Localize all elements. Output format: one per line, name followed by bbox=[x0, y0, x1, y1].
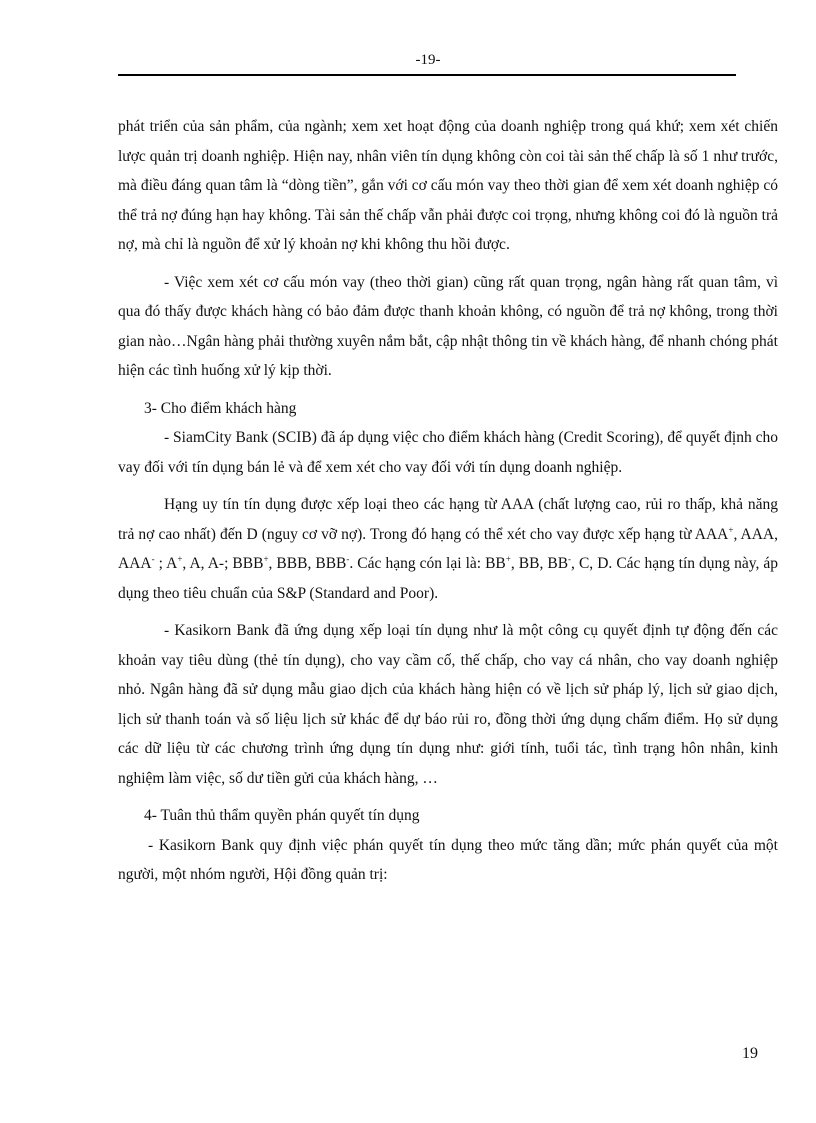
footer-page-number: 19 bbox=[742, 1045, 758, 1062]
superscript-minus: - bbox=[346, 554, 350, 564]
section-heading-credit-scoring: 3- Cho điểm khách hàng bbox=[144, 399, 297, 417]
superscript-minus: - bbox=[568, 554, 572, 564]
rating-text-6: . Các hạng cón lại là: BB bbox=[349, 555, 506, 572]
rating-text-3: ; A bbox=[154, 555, 178, 572]
superscript-plus: + bbox=[177, 554, 183, 564]
document-body bbox=[118, 112, 778, 890]
paragraph-kasikorn-authority: - Kasikorn Bank quy định việc phán quyết tín dụng theo mức tăng dần; mức phán quyết của một người, một nhóm người, Hội đồng quản trị: bbox=[118, 836, 778, 883]
section-heading-credit-authority: 4- Tuân thủ thẩm quyền phán quyết tín dụng bbox=[144, 807, 420, 824]
paragraph-kasikorn-scoring: - Kasikorn Bank đã ứng dụng xếp loại tín dụng như là một công cụ quyết định tự động đến các khoản vay tiêu dùng (thẻ tín dụng), cho vay cầm cố, thế chấp, cho vay cá nhân, cho vay doanh nghiệp nhỏ. Ngân hàng đã sử dụng mẫu giao dịch của khách hàng hiện có về lịch sử pháp lý, lịch sử giao dịch, lịch sử thanh toán và số liệu lịch sử khác để dự báo rủi ro, đồng thời ứng dụng chấm điểm. Họ sử dụng các dữ liệu từ các chương trình ứng dụng tín dụng như: giới tính, tuổi tác, tình trạng hôn nhân, kinh nghiệm làm việc, số dư tiền gửi của khách hàng, … bbox=[118, 622, 778, 787]
superscript-plus: + bbox=[728, 524, 734, 535]
superscript-plus: + bbox=[505, 554, 511, 564]
header-page-label: -19- bbox=[415, 52, 441, 68]
superscript-plus: + bbox=[263, 554, 269, 564]
paragraph-scib-scoring: - SiamCity Bank (SCIB) đã áp dụng việc cho điểm khách hàng (Credit Scoring), để quyết định cho vay đối với tín dụng bán lẻ và để xem xét cho vay đối với tín dụng doanh nghiệp. bbox=[118, 429, 778, 476]
rating-text-7: , BB, BB bbox=[510, 555, 569, 572]
rating-text-5: , BBB, BBB bbox=[268, 555, 347, 572]
rating-text-2: , AAA, AAA bbox=[118, 525, 778, 572]
superscript-minus: - bbox=[151, 554, 155, 564]
paragraph-credit-ratings bbox=[118, 490, 778, 608]
paragraph-cash-flow: phát triển của sản phẩm, của ngành; xem xet hoạt động của doanh nghiệp trong quá khứ; xem xét chiến lược quản trị doanh nghiệp. Hiện nay, nhân viên tín dụng không còn coi tài sản thế chấp là số 1 như trước, mà điều đáng quan tâm là “dòng tiền”, gắn với cơ cấu món vay theo thời gian để xem xét doanh nghiệp có thể trả nợ đúng hạn hay không. Tài sản thế chấp vẫn phải được coi trọng, nhưng không coi đó là nguồn trả nợ, mà chỉ là nguồn để xử lý khoản nợ khi không thu hồi được. bbox=[118, 118, 778, 253]
paragraph-loan-structure: - Việc xem xét cơ cấu món vay (theo thời gian) cũng rất quan trọng, ngân hàng rất quan tâm, vì qua đó thấy được khách hàng có bảo đảm được thanh khoản không, có nguồn để trả nợ không, trong thời gian nào…Ngân hàng phải thường xuyên nắm bắt, cập nhật thông tin về khách hàng, để nhanh chóng phát hiện các tình huống xử lý kịp thời. bbox=[118, 273, 778, 379]
rating-text-4: , A, A-; BBB bbox=[182, 555, 264, 572]
header-rule bbox=[118, 74, 736, 76]
rating-text-8: , C, D. Các hạng tín dụng này, áp dụng theo tiêu chuẩn của S&P (Standard and Poor). bbox=[118, 555, 778, 602]
rating-text-1: Hạng uy tín tín dụng được xếp loại theo các hạng từ AAA (chất lượng cao, rủi ro thấp, khả năng trả nợ cao nhất) đến D (nguy cơ vỡ nợ). Trong đó hạng có thể xét cho vay được xếp hạng từ AAA bbox=[118, 496, 778, 543]
